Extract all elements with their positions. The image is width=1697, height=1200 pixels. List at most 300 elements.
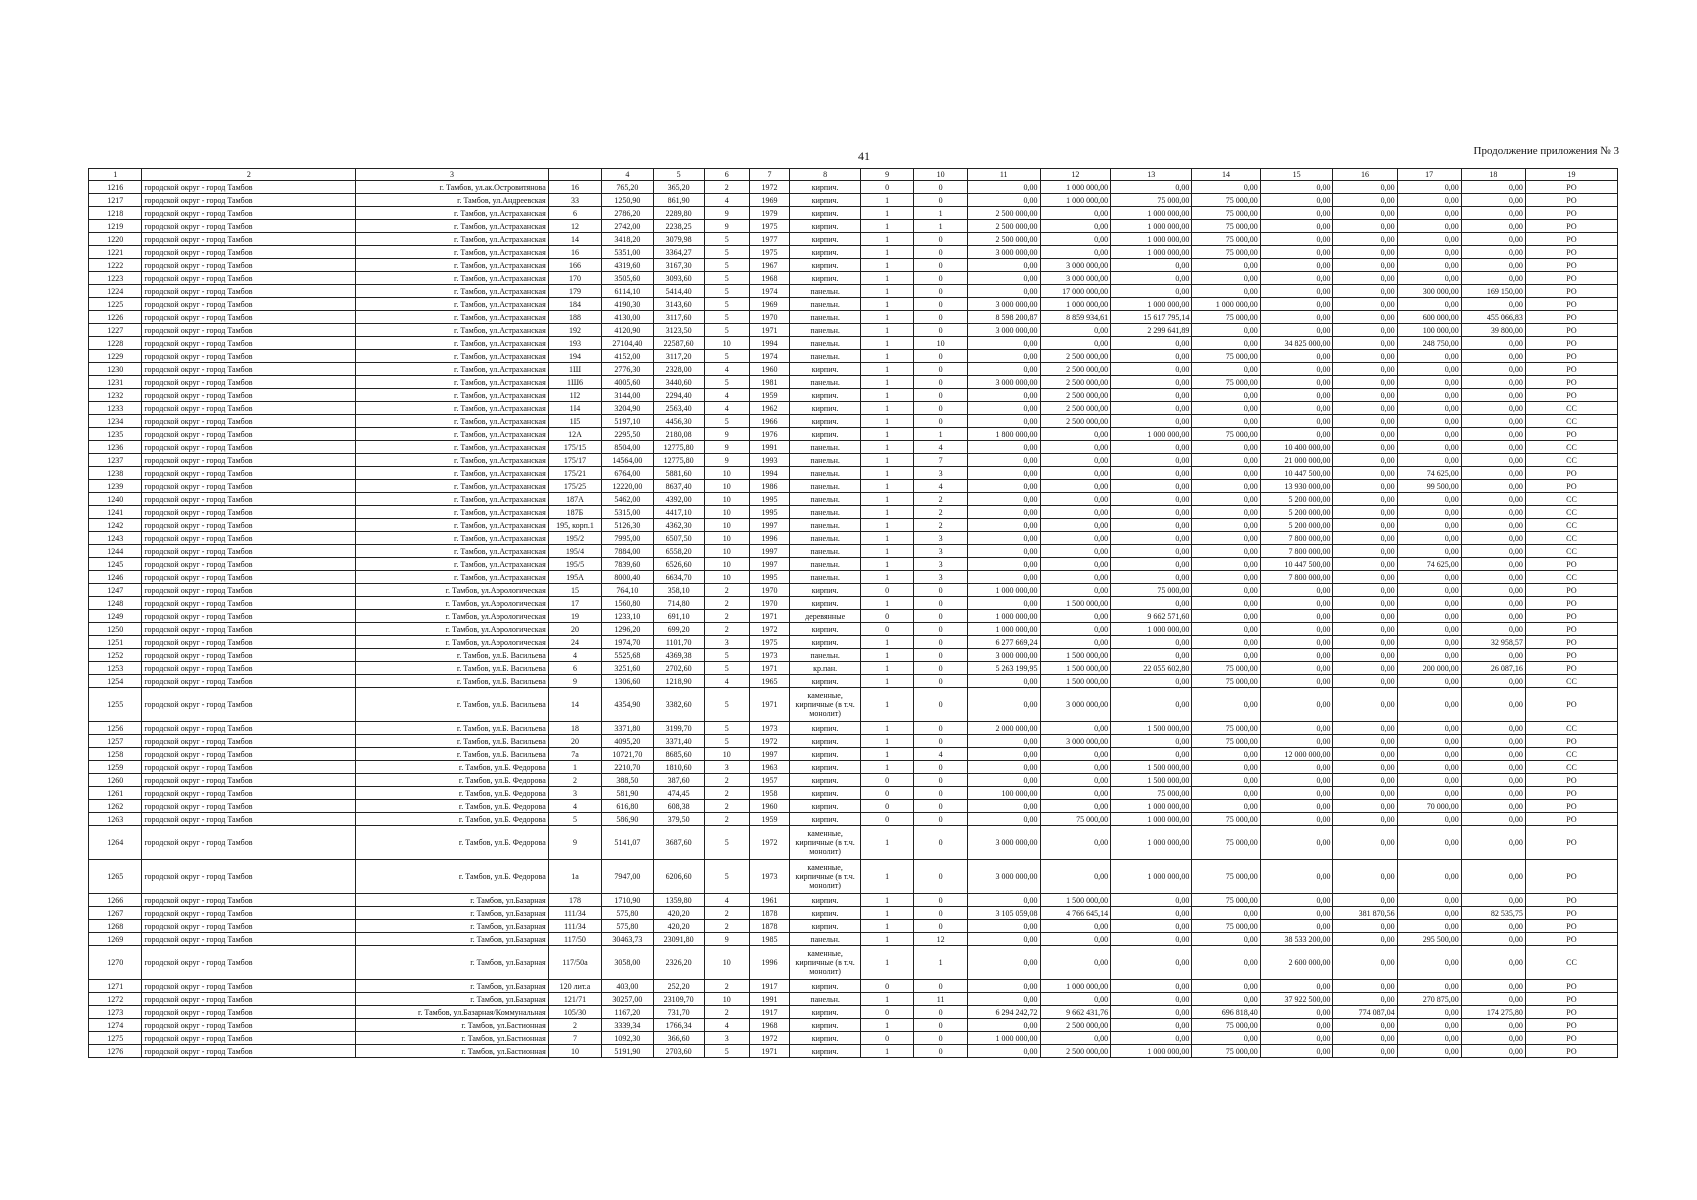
table-cell: 3505,60	[602, 272, 653, 285]
table-cell: 1917	[749, 980, 790, 993]
table-cell: 8504,00	[602, 441, 653, 454]
table-cell: 0,00	[1461, 493, 1525, 506]
table-cell: 9	[704, 220, 749, 233]
table-cell: 16	[548, 246, 601, 259]
table-cell: 0,00	[1192, 748, 1260, 761]
table-cell: 4	[704, 194, 749, 207]
table-cell: 10 447 500,00	[1260, 467, 1333, 480]
table-cell: 1997	[749, 558, 790, 571]
table-cell: 0,00	[1461, 207, 1525, 220]
table-cell: панельн.	[790, 506, 861, 519]
table-cell: 0,00	[1040, 207, 1111, 220]
table-cell: г. Тамбов, ул.Б. Федорова	[356, 860, 548, 894]
table-cell: 1	[860, 246, 913, 259]
table-cell: 2 500 000,00	[1040, 402, 1111, 415]
table-cell: 0,00	[1260, 207, 1333, 220]
table-cell: 0,00	[967, 467, 1040, 480]
table-cell: г. Тамбов, ул.Базарная	[356, 920, 548, 933]
table-cell: 5351,00	[602, 246, 653, 259]
table-cell: каменные, кирпичные (в т.ч. монолит)	[790, 826, 861, 860]
table-cell: городской округ - город Тамбов	[142, 662, 356, 675]
table-cell: 581,90	[602, 787, 653, 800]
table-cell: 5525,68	[602, 649, 653, 662]
table-cell: 75 000,00	[1192, 920, 1260, 933]
table-cell: 0,00	[1111, 649, 1192, 662]
table-cell: г. Тамбов, ул.Аэрологическая	[356, 636, 548, 649]
column-header: 18	[1461, 169, 1525, 181]
table-cell: 0	[860, 787, 913, 800]
table-row	[89, 246, 1618, 259]
table-cell: 6114,10	[602, 285, 653, 298]
table-cell: 1І4	[548, 402, 601, 415]
table-cell: 0,00	[1333, 1045, 1397, 1058]
table-cell: 3	[704, 1032, 749, 1045]
table-cell: РО	[1525, 428, 1617, 441]
table-cell: 5	[704, 649, 749, 662]
table-cell: 0,00	[1461, 428, 1525, 441]
table-cell: 0,00	[1260, 350, 1333, 363]
table-cell: 0	[914, 324, 967, 337]
table-cell: 24	[548, 636, 601, 649]
table-cell: 608,38	[653, 800, 704, 813]
table-cell: 0,00	[1111, 735, 1192, 748]
table-cell: городской округ - город Тамбов	[142, 246, 356, 259]
table-cell: 175/25	[548, 480, 601, 493]
table-cell: 0,00	[967, 933, 1040, 946]
table-cell: 0	[914, 662, 967, 675]
table-cell: 1991	[749, 993, 790, 1006]
table-cell: 0	[914, 649, 967, 662]
table-cell: кирпич.	[790, 907, 861, 920]
table-cell: 75 000,00	[1192, 220, 1260, 233]
table-cell: 1974,70	[602, 636, 653, 649]
table-cell: 75 000,00	[1192, 813, 1260, 826]
table-cell: 2702,60	[653, 662, 704, 675]
table-cell: 1 500 000,00	[1111, 761, 1192, 774]
table-cell: 8000,40	[602, 571, 653, 584]
table-cell: 5	[704, 722, 749, 735]
table-cell: СС	[1525, 946, 1617, 980]
table-cell: городской округ - город Тамбов	[142, 1032, 356, 1045]
table-row	[89, 402, 1618, 415]
table-cell: 0,00	[1461, 298, 1525, 311]
table-cell: городской округ - город Тамбов	[142, 894, 356, 907]
table-cell: 1560,80	[602, 597, 653, 610]
table-cell: 0,00	[1260, 860, 1333, 894]
table-cell: РО	[1525, 813, 1617, 826]
table-cell: 3	[914, 545, 967, 558]
table-cell: кирпич.	[790, 597, 861, 610]
table-cell: 0	[914, 860, 967, 894]
table-cell: городской округ - город Тамбов	[142, 907, 356, 920]
table-cell: 1	[860, 860, 913, 894]
table-cell: г. Тамбов, ул.Базарная	[356, 946, 548, 980]
table-cell: 1976	[749, 428, 790, 441]
table-cell: 27104,40	[602, 337, 653, 350]
table-cell: 75 000,00	[1111, 584, 1192, 597]
table-cell: 1 000 000,00	[1111, 220, 1192, 233]
table-cell: г. Тамбов, ул.Андреевская	[356, 194, 548, 207]
table-row	[89, 415, 1618, 428]
table-cell: 0,00	[1397, 298, 1461, 311]
table-cell: 0,00	[1111, 675, 1192, 688]
table-cell: 0,00	[1260, 597, 1333, 610]
table-cell: 2 500 000,00	[967, 207, 1040, 220]
table-row	[89, 441, 1618, 454]
table-cell: 169 150,00	[1461, 285, 1525, 298]
table-cell: кирпич.	[790, 415, 861, 428]
table-cell: 5	[704, 376, 749, 389]
table-cell: 3251,60	[602, 662, 653, 675]
table-cell: 0,00	[1040, 493, 1111, 506]
table-cell: 1	[860, 376, 913, 389]
table-cell: 34 825 000,00	[1260, 337, 1333, 350]
table-row	[89, 860, 1618, 894]
table-cell: 7 800 000,00	[1260, 532, 1333, 545]
table-cell: 1	[860, 1045, 913, 1058]
table-cell: РО	[1525, 181, 1617, 194]
table-cell: 0,00	[1260, 376, 1333, 389]
table-cell: 2 000 000,00	[967, 722, 1040, 735]
table-cell: 358,10	[653, 584, 704, 597]
table-cell: 3371,80	[602, 722, 653, 735]
table-cell: 0,00	[1192, 532, 1260, 545]
table-cell: г. Тамбов, ул.Б. Федорова	[356, 787, 548, 800]
table-cell: 111/34	[548, 920, 601, 933]
table-cell: 1233,10	[602, 610, 653, 623]
table-cell: 0,00	[1461, 350, 1525, 363]
table-cell: городской округ - город Тамбов	[142, 774, 356, 787]
table-cell: РО	[1525, 1019, 1617, 1032]
table-cell: 75 000,00	[1111, 194, 1192, 207]
table-cell: 75 000,00	[1192, 194, 1260, 207]
table-cell: 75 000,00	[1192, 1019, 1260, 1032]
table-cell: городской округ - город Тамбов	[142, 545, 356, 558]
column-header: 5	[653, 169, 704, 181]
table-cell: СС	[1525, 761, 1617, 774]
table-cell: 0,00	[1333, 735, 1397, 748]
table-cell: 0,00	[967, 506, 1040, 519]
table-cell: 10	[704, 993, 749, 1006]
table-cell: 1 000 000,00	[1111, 298, 1192, 311]
table-cell: РО	[1525, 467, 1617, 480]
table-cell: 1972	[749, 826, 790, 860]
table-cell: 1957	[749, 774, 790, 787]
table-cell: 0,00	[1461, 722, 1525, 735]
table-cell: кирпич.	[790, 1032, 861, 1045]
table-cell: кирпич.	[790, 675, 861, 688]
table-cell: 2	[704, 800, 749, 813]
table-cell: 1264	[89, 826, 142, 860]
table-cell: 0,00	[1192, 980, 1260, 993]
table-cell: 8 598 200,87	[967, 311, 1040, 324]
table-cell: 0	[914, 813, 967, 826]
table-cell: 1	[860, 1019, 913, 1032]
table-cell: РО	[1525, 774, 1617, 787]
table-cell: 0,00	[1461, 519, 1525, 532]
table-cell: 1917	[749, 1006, 790, 1019]
table-cell: 699,20	[653, 623, 704, 636]
table-cell: 1968	[749, 272, 790, 285]
table-cell: кирпич.	[790, 389, 861, 402]
table-cell: 2563,40	[653, 402, 704, 415]
table-cell: 0,00	[967, 558, 1040, 571]
table-cell: кирпич.	[790, 894, 861, 907]
table-cell: 0,00	[1333, 272, 1397, 285]
table-cell: 0,00	[1260, 1006, 1333, 1019]
table-cell: 0,00	[1192, 337, 1260, 350]
table-cell: 0,00	[1333, 428, 1397, 441]
table-cell: 1229	[89, 350, 142, 363]
table-cell: 18	[548, 722, 601, 735]
table-cell: 1238	[89, 467, 142, 480]
table-cell: 0,00	[1461, 272, 1525, 285]
table-cell: 6526,60	[653, 558, 704, 571]
table-cell: 1977	[749, 233, 790, 246]
table-cell: 1259	[89, 761, 142, 774]
table-cell: городской округ - город Тамбов	[142, 285, 356, 298]
table-cell: 0	[914, 774, 967, 787]
table-cell: 1	[860, 761, 913, 774]
table-cell: 1228	[89, 337, 142, 350]
table-cell: 1	[860, 233, 913, 246]
table-body	[89, 181, 1618, 1058]
column-header: 14	[1192, 169, 1260, 181]
table-cell: г. Тамбов, ул.Астраханская	[356, 454, 548, 467]
table-cell: 0	[860, 980, 913, 993]
table-cell: 9	[704, 428, 749, 441]
table-cell: 5	[704, 259, 749, 272]
table-cell: кирпич.	[790, 233, 861, 246]
table-cell: 5	[704, 233, 749, 246]
table-cell: 9	[548, 675, 601, 688]
table-cell: 0,00	[1111, 532, 1192, 545]
table-cell: 1230	[89, 363, 142, 376]
column-header: 13	[1111, 169, 1192, 181]
table-cell: 0,00	[1192, 946, 1260, 980]
table-cell: 2742,00	[602, 220, 653, 233]
table-cell: 5197,10	[602, 415, 653, 428]
table-cell: 0,00	[1192, 467, 1260, 480]
table-cell: городской округ - город Тамбов	[142, 233, 356, 246]
table-row	[89, 813, 1618, 826]
table-row	[89, 675, 1618, 688]
table-cell: 1271	[89, 980, 142, 993]
table-cell: 0,00	[1397, 415, 1461, 428]
table-row	[89, 194, 1618, 207]
table-cell: 3	[914, 532, 967, 545]
table-cell: г. Тамбов, ул.Астраханская	[356, 506, 548, 519]
table-cell: 0,00	[1040, 506, 1111, 519]
table-cell: РО	[1525, 610, 1617, 623]
table-cell: 70 000,00	[1397, 800, 1461, 813]
table-cell: 0,00	[1192, 761, 1260, 774]
table-cell: 5315,00	[602, 506, 653, 519]
table-cell: 0,00	[1397, 787, 1461, 800]
table-cell: 33	[548, 194, 601, 207]
table-cell: РО	[1525, 363, 1617, 376]
table-cell: кирпич.	[790, 787, 861, 800]
table-cell: 5 200 000,00	[1260, 506, 1333, 519]
table-cell: СС	[1525, 519, 1617, 532]
table-cell: 2 500 000,00	[1040, 376, 1111, 389]
table-cell: 1276	[89, 1045, 142, 1058]
table-cell: 0,00	[967, 285, 1040, 298]
table-cell: 4392,00	[653, 493, 704, 506]
table-cell: 2238,25	[653, 220, 704, 233]
table-cell: панельн.	[790, 350, 861, 363]
table-cell: 1 000 000,00	[1040, 194, 1111, 207]
table-cell: 2 500 000,00	[1040, 1019, 1111, 1032]
table-cell: г. Тамбов, ул.Астраханская	[356, 519, 548, 532]
table-cell: 0	[914, 688, 967, 722]
table-cell: 1	[860, 272, 913, 285]
table-cell: СС	[1525, 493, 1617, 506]
table-cell: городской округ - город Тамбов	[142, 207, 356, 220]
table-cell: 0,00	[1461, 787, 1525, 800]
table-cell: 10	[704, 748, 749, 761]
table-cell: 7947,00	[602, 860, 653, 894]
table-cell: 0,00	[1192, 480, 1260, 493]
table-cell: 1231	[89, 376, 142, 389]
table-cell: городской округ - город Тамбов	[142, 688, 356, 722]
table-cell: 2	[914, 519, 967, 532]
table-cell: 0,00	[1333, 298, 1397, 311]
table-cell: 0,00	[1111, 363, 1192, 376]
table-cell: 1248	[89, 597, 142, 610]
table-cell: 117/50а	[548, 946, 601, 980]
table-cell: 0,00	[1333, 623, 1397, 636]
table-cell: 0,00	[1111, 519, 1192, 532]
table-cell: городской округ - город Тамбов	[142, 675, 356, 688]
table-cell: 12220,00	[602, 480, 653, 493]
table-cell: 0,00	[1192, 506, 1260, 519]
table-cell: городской округ - город Тамбов	[142, 584, 356, 597]
table-cell: 0,00	[967, 454, 1040, 467]
table-cell: г. Тамбов, ул.Б. Федорова	[356, 826, 548, 860]
table-cell: 0,00	[1192, 545, 1260, 558]
table-cell: 2776,30	[602, 363, 653, 376]
table-cell: РО	[1525, 800, 1617, 813]
table-cell: 2 500 000,00	[1040, 1045, 1111, 1058]
table-cell: 38 533 200,00	[1260, 933, 1333, 946]
table-cell: кирпич.	[790, 584, 861, 597]
table-cell: 0,00	[967, 389, 1040, 402]
table-cell: 0,00	[1111, 688, 1192, 722]
table-cell: 4130,00	[602, 311, 653, 324]
table-cell: городской округ - город Тамбов	[142, 376, 356, 389]
table-cell: 0,00	[1333, 894, 1397, 907]
table-cell: 0,00	[1260, 800, 1333, 813]
table-cell: 1227	[89, 324, 142, 337]
table-cell: 1971	[749, 610, 790, 623]
table-cell: 1981	[749, 376, 790, 389]
table-cell: 0,00	[1333, 545, 1397, 558]
table-cell: 100 000,00	[967, 787, 1040, 800]
table-cell: г. Тамбов, ул.Астраханская	[356, 532, 548, 545]
column-header: 2	[142, 169, 356, 181]
table-cell: 0,00	[1333, 415, 1397, 428]
table-cell: СС	[1525, 545, 1617, 558]
table-cell: 0,00	[1192, 774, 1260, 787]
table-cell: кирпич.	[790, 980, 861, 993]
table-cell: 1993	[749, 454, 790, 467]
table-cell: 175/21	[548, 467, 601, 480]
table-row	[89, 324, 1618, 337]
table-cell: городской округ - город Тамбов	[142, 259, 356, 272]
table-cell: кирпич.	[790, 194, 861, 207]
table-cell: панельн.	[790, 532, 861, 545]
table-cell: 0,00	[967, 402, 1040, 415]
table-cell: 0,00	[1333, 402, 1397, 415]
table-cell: 0,00	[1111, 993, 1192, 1006]
table-cell: 4	[548, 800, 601, 813]
table-cell: 0,00	[1397, 610, 1461, 623]
table-cell: 0,00	[1192, 610, 1260, 623]
table-cell: 0,00	[1461, 532, 1525, 545]
table-cell: РО	[1525, 894, 1617, 907]
table-cell: 75 000,00	[1192, 246, 1260, 259]
table-cell: 1243	[89, 532, 142, 545]
table-cell: 3	[704, 636, 749, 649]
table-cell: г. Тамбов, ул.Астраханская	[356, 467, 548, 480]
table-cell: 0	[914, 920, 967, 933]
table-cell: 17	[548, 597, 601, 610]
table-row	[89, 337, 1618, 350]
table-cell: 5	[704, 311, 749, 324]
table-cell: 0,00	[1397, 194, 1461, 207]
table-cell: 3123,50	[653, 324, 704, 337]
table-cell: 0,00	[1040, 467, 1111, 480]
table-cell: 1959	[749, 813, 790, 826]
table-cell: 1969	[749, 194, 790, 207]
table-cell: РО	[1525, 1032, 1617, 1045]
table-cell: 179	[548, 285, 601, 298]
table-cell: 1971	[749, 324, 790, 337]
table-cell: 600 000,00	[1397, 311, 1461, 324]
table-cell: г. Тамбов, ул.Б. Васильева	[356, 748, 548, 761]
column-header: 8	[790, 169, 861, 181]
table-cell: 3 000 000,00	[967, 649, 1040, 662]
table-cell: 0,00	[1461, 980, 1525, 993]
table-cell: 0,00	[967, 735, 1040, 748]
table-cell: 1220	[89, 233, 142, 246]
table-cell: 1	[914, 220, 967, 233]
table-cell: 1710,90	[602, 894, 653, 907]
table-cell: РО	[1525, 920, 1617, 933]
table-cell: 5462,00	[602, 493, 653, 506]
table-cell: РО	[1525, 324, 1617, 337]
table-cell: 5	[704, 246, 749, 259]
table-cell: 0,00	[1040, 532, 1111, 545]
table-cell: городской округ - город Тамбов	[142, 1045, 356, 1058]
table-cell: панельн.	[790, 441, 861, 454]
table-cell: 0,00	[1397, 454, 1461, 467]
table-cell: 10	[704, 545, 749, 558]
table-cell: панельн.	[790, 933, 861, 946]
table-cell: 0,00	[1397, 571, 1461, 584]
table-cell: городской округ - город Тамбов	[142, 350, 356, 363]
table-cell: 0,00	[1040, 774, 1111, 787]
table-cell: 2294,40	[653, 389, 704, 402]
table-cell: 3079,98	[653, 233, 704, 246]
table-cell: 117/50	[548, 933, 601, 946]
table-cell: городской округ - город Тамбов	[142, 920, 356, 933]
table-cell: 1 000 000,00	[1040, 298, 1111, 311]
table-cell: панельн.	[790, 376, 861, 389]
table-cell: 4152,00	[602, 350, 653, 363]
table-cell: 75 000,00	[1192, 675, 1260, 688]
